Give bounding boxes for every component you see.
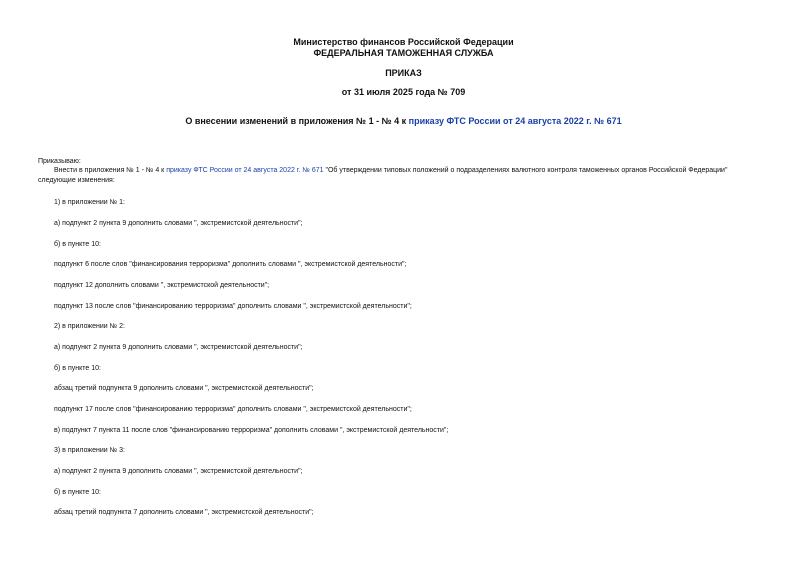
list-item: а) подпункт 2 пункта 9 дополнить словами ", экстремистской деятельности";	[54, 468, 303, 475]
list-item: подпункт 6 после слов "финансирования терроризма" дополнить словами ", экстремистской деятельности";	[54, 261, 407, 268]
list-item: абзац третий подпункта 7 дополнить словами ", экстремистской деятельности";	[54, 509, 314, 516]
intro-order-link[interactable]: приказу ФТС России от 24 августа 2022 г. № 671	[166, 167, 324, 174]
list-item: подпункт 12 дополнить словами ", экстремистской деятельности";	[54, 282, 270, 289]
service-name: ФЕДЕРАЛЬНАЯ ТАМОЖЕННАЯ СЛУЖБА	[313, 48, 494, 58]
list-item: 2) в приложении № 2:	[54, 323, 125, 330]
intro-suffix: "Об утверждении типовых положений о подразделениях валютного контроля таможенных органов Российской Федерации"	[323, 167, 728, 174]
intro-paragraph	[54, 166, 727, 175]
list-item: а) подпункт 2 пункта 9 дополнить словами ", экстремистской деятельности";	[54, 220, 303, 227]
intro-prefix: Внести в приложения № 1 - № 4 к	[54, 167, 167, 174]
list-item: б) в пункте 10:	[54, 489, 101, 496]
list-item: 3) в приложении № 3:	[54, 447, 125, 454]
document-type: ПРИКАЗ	[385, 68, 422, 78]
list-item: в) подпункт 7 пункта 11 после слов "финансированию терроризма" дополнить словами ", экстремистской деятельности";	[54, 427, 449, 434]
list-item: подпункт 13 после слов "финансированию терроризма" дополнить словами ", экстремистской деятельности";	[54, 303, 412, 310]
list-item: абзац третий подпункта 9 дополнить словами ", экстремистской деятельности";	[54, 385, 314, 392]
list-item: б) в пункте 10:	[54, 241, 101, 248]
prikazyvayu-label: Приказываю:	[38, 158, 81, 165]
document-subject	[0, 116, 807, 127]
list-item: б) в пункте 10:	[54, 365, 101, 372]
list-item: а) подпункт 2 пункта 9 дополнить словами ", экстремистской деятельности";	[54, 344, 303, 351]
intro-paragraph-line2: следующие изменения:	[38, 177, 115, 184]
subject-order-link[interactable]: приказу ФТС России от 24 августа 2022 г. № 671	[408, 116, 622, 126]
list-item: подпункт 17 после слов "финансированию терроризма" дополнить словами ", экстремистской деятельности";	[54, 406, 412, 413]
document-date-number: от 31 июля 2025 года № 709	[341, 87, 466, 97]
ministry-name: Министерство финансов Российской Федерации	[293, 37, 514, 47]
subject-prefix: О внесении изменений в приложения № 1 - № 4 к	[185, 116, 409, 126]
list-item: 1) в приложении № 1:	[54, 199, 125, 206]
